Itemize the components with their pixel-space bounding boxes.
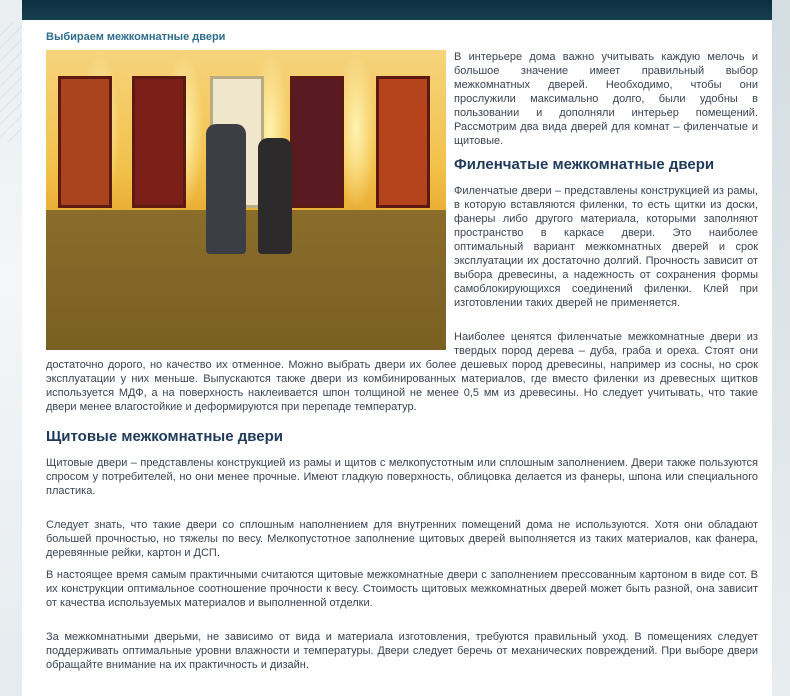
article — [46, 30, 758, 680]
door-4 — [290, 76, 344, 208]
spacer — [46, 618, 758, 630]
man-figure — [206, 124, 246, 254]
section-heading-flush-doors: Щитовые межкомнатные двери — [46, 428, 284, 445]
page-right-background — [772, 0, 790, 696]
section-heading-panel-doors: Филенчатые межкомнатные двери — [454, 156, 715, 173]
flush-doors-paragraph-2: Следует знать, что такие двери со сплошным наполнением для внутренних помещений дома не используются. Хотя они обладают большей прочностью, но тяжелы по весу. Мелкопустотное заполнение щитовых дверей выполняется из таких материалов, как фанера, деревянные рейки, картон и ДСП. — [46, 519, 758, 559]
door-2 — [132, 76, 186, 208]
article-title[interactable]: Выбираем межкомнатные двери — [46, 31, 226, 43]
content-panel — [22, 20, 772, 696]
flush-doors-paragraph-3: В настоящее время самым практичными считаются щитовые межкомнатные двери с заполнением прессованным картоном в виде сот. В их конструкции оптимальное соотношение прочности к весу. Стоимость щитовых межкомнатных дверей может быть разной, она зависит от качества используемых материалов и выполненной отделки. — [46, 569, 758, 609]
decorative-sketch — [0, 22, 22, 142]
spacer — [46, 506, 758, 518]
intro-paragraph: В интерьере дома важно учитывать каждую мелочь и большое значение имеет правильный выбор межкомнатных дверей. Необходимо, чтобы они прослужили максимально долго, были удобны в пользовании и дополняли интерьер помещений. Рассмотрим два вида дверей для комнат – филенчатые и щитовые. — [454, 51, 758, 147]
care-paragraph: За межкомнатными дверьми, не зависимо от вида и материала изготовления, требуются правильный уход. В помещениях следует поддерживать оптимальные уровни влажности и температуры. Двери следует беречь от механических повреждений. При выборе двери обращайте внимание на их практичность и дизайн. — [46, 631, 758, 671]
doors-photo — [46, 50, 446, 350]
flush-doors-paragraph-1: Щитовые двери – представлены конструкцией из рамы и щитов с мелкопустотным или сплошным заполнением. Двери также пользуются спросом у потребителей, но они менее прочные. Имеют гладкую поверхность, облицовка делается из фанеры, шпона или специального пластика. — [46, 457, 758, 497]
photo-floor — [46, 210, 446, 350]
door-5 — [376, 76, 430, 208]
panel-doors-paragraph-1: Филенчатые двери – представлены конструкцией из рамы, в которую вставляются филенки, то есть щитки из доски, фанеры либо другого материала, которыми заполняют пространство в каркасе двери. Это наиболее оптимальный вариант межкомнатных дверей и срок эксплуатации их достаточно долгий. Прочность зависит от выбора древесины, а надежность от сохранения формы самоблокирующихся соединений филенки. Клей при изготовлении таких дверей не применяется. — [454, 185, 758, 309]
woman-figure — [258, 138, 292, 254]
page-left-background — [0, 0, 22, 696]
door-1 — [58, 76, 112, 208]
header-bar — [22, 0, 772, 20]
panel-doors-paragraph-2: Наиболее ценятся филенчатые межкомнатные двери из твердых пород дерева – дуба, граба и ореха. Стоят они достаточно дорого, но качество их отменное. Можно выбрать двери их более дешевых пород древесины, например из сосны, но срок эксплуатации у них меньше. Выпускаются также двери из комбинированных материалов, где вместо филенки из древесных щитков используется МДФ, а на поверхность наклеивается шпон толщиной не менее 0,5 мм из древесины. Но следует учитывать, что такие двери менее влагостойкие и деформируются при перепаде температур. — [46, 331, 758, 413]
